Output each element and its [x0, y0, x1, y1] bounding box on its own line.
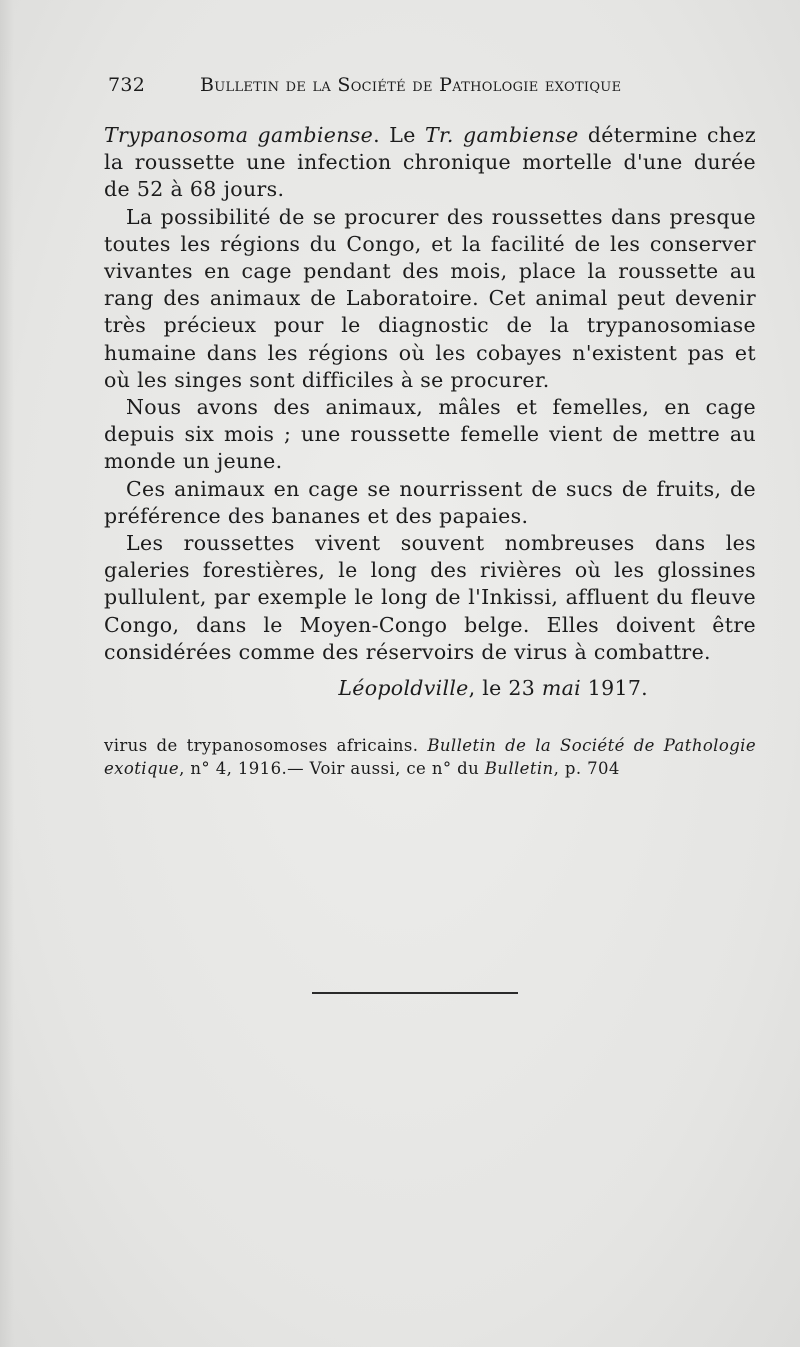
signoff-month: mai	[541, 676, 581, 700]
signoff	[338, 676, 648, 700]
signoff-year: 1917.	[580, 676, 648, 700]
signoff-le: , le 23	[468, 676, 542, 700]
footnote-text-b: , n° 4, 1916.— Voir aussi, ce n° du	[179, 759, 485, 778]
paragraph-1-text-b: détermine chez la roussette une infection chronique mortelle d'une durée de 52 à 68 jours.	[104, 123, 756, 202]
footnote	[104, 734, 756, 780]
paragraph-1	[104, 122, 756, 204]
paragraph-4: Ces animaux en cage se nourrissent de sucs de fruits, de préférence des bananes et des papaies.	[104, 476, 756, 528]
species-abbrev: Tr. gambiense	[424, 123, 579, 147]
footnote-journal: Bulletin de la Société de Pathologie exotique	[104, 736, 756, 778]
page-number: 732	[108, 74, 146, 96]
page-binding-shadow	[0, 0, 14, 1347]
species-name: Trypanosoma gambiense	[104, 123, 374, 147]
footnote-text-c: , p. 704	[553, 759, 620, 778]
paragraph-1-text-a: . Le	[373, 123, 425, 147]
section-rule	[312, 992, 518, 994]
signoff-place: Léopoldville	[338, 676, 469, 700]
running-title: Bulletin de la Société de Pathologie exotique	[200, 74, 622, 96]
footnote-text-a: virus de trypanosomoses africains.	[104, 736, 428, 755]
paragraph-3: Nous avons des animaux, mâles et femelles, en cage depuis six mois ; une roussette femelle vient de mettre au monde un jeune.	[104, 395, 756, 474]
paragraph-2: La possibilité de se procurer des roussettes dans presque toutes les régions du Congo, et la facilité de les conserver vivantes en cage pendant des mois, place la roussette au rang des animaux de Laboratoire. Cet animal peut devenir très précieux pour le diagnostic de la trypanosomiase humaine dans les régions où les cobayes n'existent pas et où les singes sont difficiles à se procurer.	[104, 204, 756, 392]
footnote-bulletin: Bulletin	[484, 759, 554, 778]
page-header	[108, 74, 668, 104]
body-text	[104, 122, 756, 666]
paragraph-5: Les roussettes vivent souvent nombreuses dans les galeries forestières, le long des rivières où les glossines pullulent, par exemple le long de l'Inkissi, affluent du fleuve Congo, dans le Moyen-Congo belge. Elles doivent être considérées comme des réservoirs de virus à combattre.	[104, 531, 756, 664]
